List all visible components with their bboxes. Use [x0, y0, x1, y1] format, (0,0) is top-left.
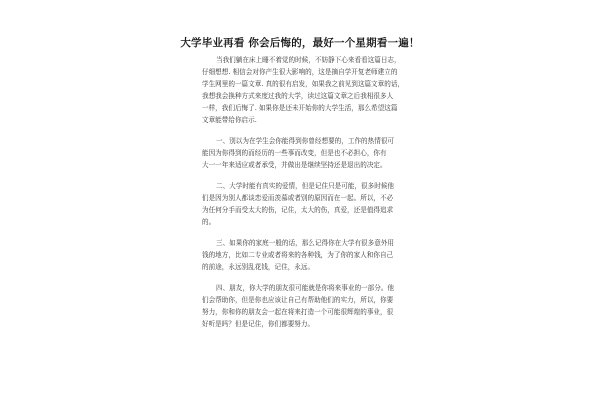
document-title: 大学毕业再看 你会后悔的，最好一个星期看一遍！	[180, 37, 420, 49]
paragraph-point-4	[202, 282, 404, 330]
paragraph-point-1	[202, 135, 404, 171]
paragraph-line: 的。	[202, 218, 216, 226]
paragraph-line: 四、朋友，你大学的朋友很可能就是你将来事业的一部分。他	[216, 284, 395, 292]
paragraph-line: 当我们躺在床上睡不着觉的时候，不妨静下心来看看这篇日志，	[216, 56, 401, 64]
paragraph-line: 的前途，永远别乱花钱，记住，永远。	[202, 263, 315, 271]
paragraph-intro	[202, 54, 404, 126]
document-body	[202, 54, 404, 339]
paragraph-line: 学生网里的一篇文章. 真的很有启发，如果我之前见到这篇文章的话，	[202, 80, 404, 88]
paragraph-point-2	[202, 180, 404, 228]
paragraph-line: 能因为你得到的而经历的一些事而改变，但是也不必担心，你有	[202, 149, 387, 157]
paragraph-line: 为任何分手而受太大的伤，记住，太大的伤，真爱，还是值得追求	[202, 206, 394, 214]
paragraph-line: 们会帮助你，但是你也应该让自己有帮助他们的实力，所以，你要	[202, 296, 394, 304]
paragraph-line: 我想我会换种方式来度过我的大学，读过这篇文章之后我相很多人	[202, 92, 394, 100]
paragraph-line: 文章能带给你启示.	[202, 116, 257, 124]
paragraph-line: 努力，你和你的朋友会一起在将来打造一个可能很辉煌的事业，很	[202, 308, 394, 316]
paragraph-line: 一样，我们后悔了. 如果你是还未开始你的大学生活，那么希望这篇	[202, 104, 398, 112]
paragraph-line: 们是因为别人都谈恋爱而羡慕或者别的原因而在一起。所以，不必	[202, 194, 394, 202]
paragraph-line: 钱的地方，比如二专业或者将来的各种钱，为了你的家人和你自己	[202, 251, 394, 259]
paragraph-line: 大一一年来适应或者承受，并做出是继续坚持还是退出的决定。	[202, 161, 387, 169]
paragraph-line: 仔细想想. 相信会对你产生很大影响的，这是摘自学开复老师建立的	[202, 68, 398, 76]
paragraph-line: 二、大学时能有真实的爱情，但是记住只是可能，很多时候他	[216, 182, 395, 190]
paragraph-line: 一、别以为在学生会你能得到你曾经想要的，工作的热情很可	[216, 137, 395, 145]
paragraph-line: 好听是吗？但是记住，你们都要努力。	[202, 320, 315, 328]
paragraph-line: 三、如果你的家庭一般的话，那么记得你在大学有很多意外用	[216, 239, 395, 247]
paragraph-point-3	[202, 237, 404, 273]
